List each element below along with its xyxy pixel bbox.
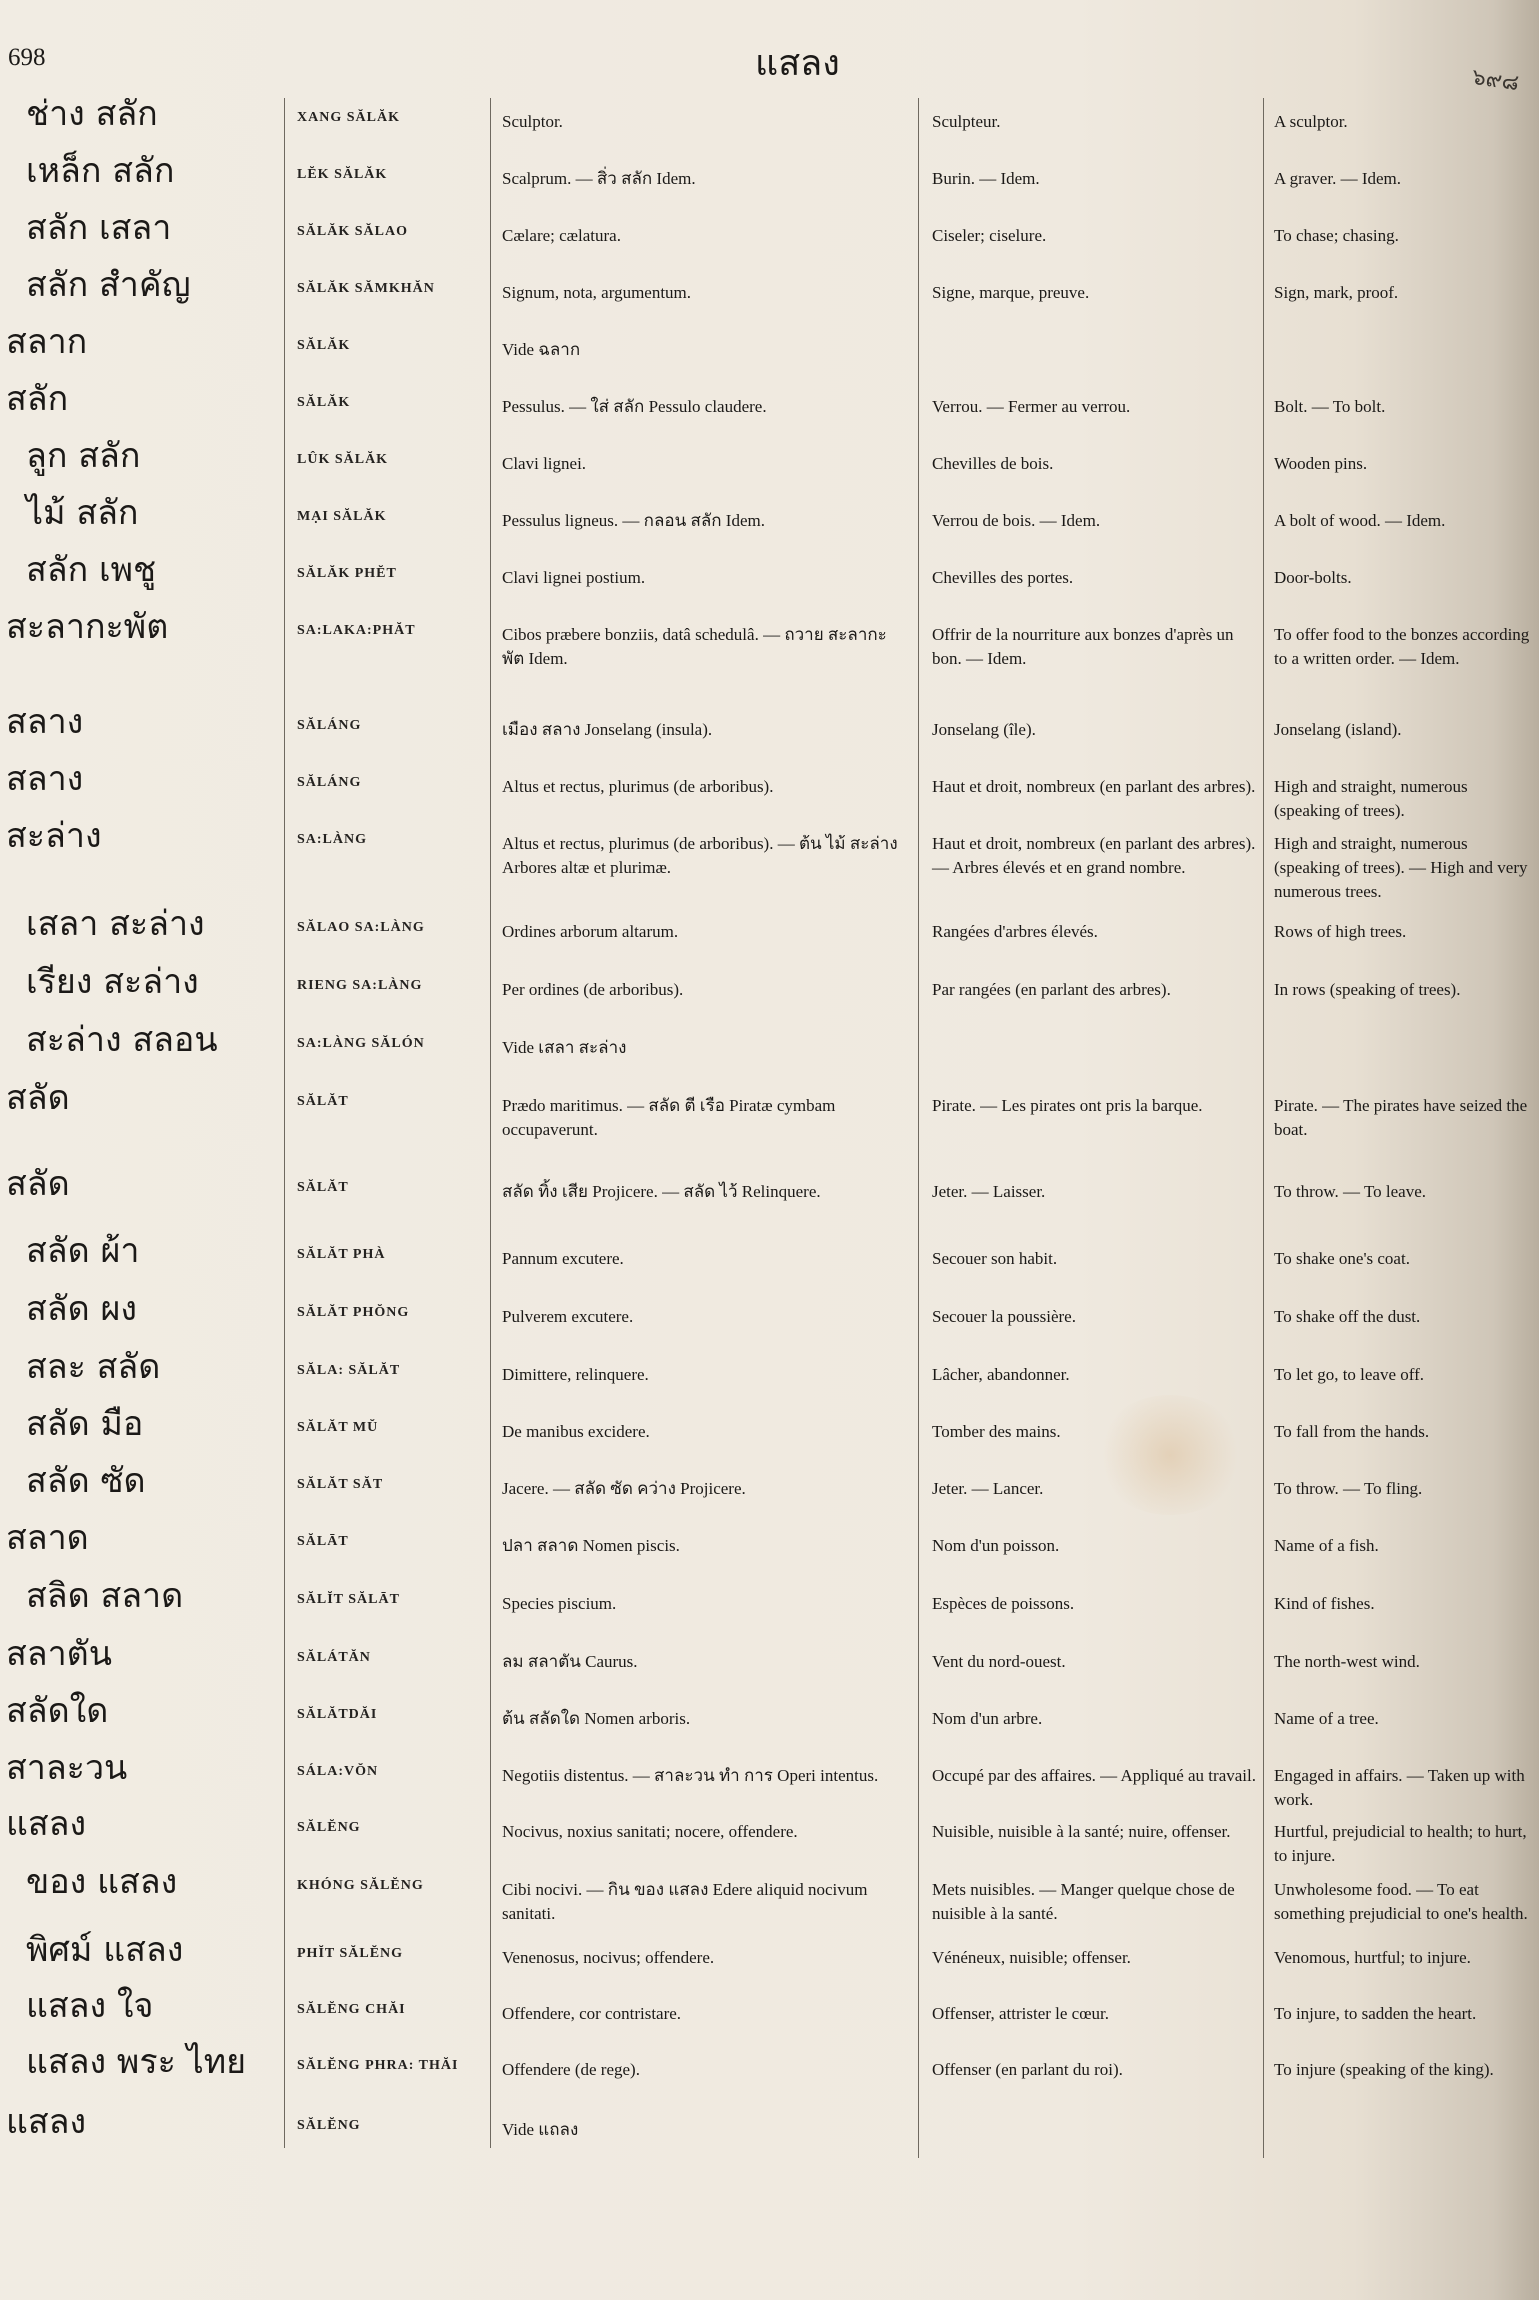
english-definition: A bolt of wood. — Idem. — [1274, 511, 1446, 530]
transliteration: SĂLĂT — [297, 1180, 349, 1195]
latin-definition: Clavi lignei. — [502, 454, 587, 473]
latin-definition: Cibos præbere bonziis, datâ schedulâ. — ถวาย สะลากะพัต Idem. — [502, 625, 887, 668]
latin-definition: Negotiis distentus. — สาละวน ทำ การ Operi intentus. — [502, 1766, 879, 1785]
latin-definition: Vide ฉลาก — [502, 340, 581, 359]
latin-definition: Offendere, cor contristare. — [502, 2004, 682, 2023]
thai-headword: สละ สลัด — [26, 1347, 161, 1387]
thai-headword: สลัด — [6, 1164, 70, 1204]
transliteration: PHĬT SĂLĔNG — [297, 1946, 404, 1961]
thai-headword: แสลง ใจ — [26, 1986, 154, 2026]
thai-headword: สลัด มือ — [26, 1404, 144, 1444]
french-definition: Verrou de bois. — Idem. — [932, 511, 1101, 530]
thai-headword: สลัก เสลา — [26, 208, 172, 248]
latin-definition: ปลา สลาด Nomen piscis. — [502, 1536, 680, 1555]
thai-headword: สลัด — [6, 1078, 70, 1118]
thai-headword: สาละวน — [6, 1748, 128, 1788]
thai-headword: สลาด — [6, 1518, 89, 1558]
thai-headword: สลาง — [6, 702, 84, 742]
english-definition: To chase; chasing. — [1274, 226, 1399, 245]
transliteration: SA:LAKA:PHĂT — [297, 623, 416, 638]
english-definition: To throw. — To fling. — [1274, 1479, 1423, 1498]
english-definition: To shake one's coat. — [1274, 1249, 1410, 1268]
english-definition: In rows (speaking of trees). — [1274, 980, 1461, 999]
latin-definition: Cibi nocivi. — กิน ของ แสลง Edere aliquid nocivum sanitati. — [502, 1880, 868, 1923]
english-definition: To offer food to the bonzes according to a written order. — Idem. — [1274, 625, 1530, 668]
french-definition: Vent du nord-ouest. — [932, 1652, 1066, 1671]
thai-headword: แสลง — [6, 1804, 87, 1844]
latin-definition: Per ordines (de arboribus). — [502, 980, 684, 999]
latin-definition: เมือง สลาง Jonselang (insula). — [502, 720, 713, 739]
column-divider-4 — [1263, 98, 1264, 2158]
transliteration: SĂLĂTDĂI — [297, 1707, 378, 1722]
french-definition: Secouer la poussière. — [932, 1307, 1076, 1326]
latin-definition: Jacere. — สลัด ซัด คว่าง Projicere. — [502, 1479, 746, 1498]
transliteration: SA:LÀNG SĂLÓN — [297, 1036, 425, 1051]
latin-definition: Prædo maritimus. — สลัด ตี เรือ Piratæ cymbam occupaverunt. — [502, 1096, 836, 1139]
french-definition: Jonselang (île). — [932, 720, 1036, 739]
thai-headword: เสลา สะล่าง — [26, 904, 205, 944]
transliteration: SĂLĂT — [297, 1094, 349, 1109]
transliteration: KHÓNG SĂLĔNG — [297, 1878, 424, 1893]
thai-headword: สลัด ผ้า — [26, 1231, 140, 1271]
transliteration: LĔK SĂLĂK — [297, 167, 388, 182]
french-definition: Jeter. — Lancer. — [932, 1479, 1044, 1498]
latin-definition: Altus et rectus, plurimus (de arboribus). — ต้น ไม้ สะล่าง Arbores altæ et plurimæ. — [502, 834, 898, 877]
latin-definition: Pessulus ligneus. — กลอน สลัก Idem. — [502, 511, 765, 530]
transliteration: MẠI SĂLĂK — [297, 509, 387, 524]
thai-headword: เรียง สะล่าง — [26, 962, 199, 1002]
running-head: แสลง — [755, 43, 840, 84]
english-definition: A sculptor. — [1274, 112, 1348, 131]
english-definition: Bolt. — To bolt. — [1274, 397, 1386, 416]
english-definition: High and straight, numerous (speaking of trees). — High and very numerous trees. — [1274, 834, 1528, 901]
latin-definition: Pannum excutere. — [502, 1249, 624, 1268]
english-definition: The north-west wind. — [1274, 1652, 1420, 1671]
french-definition: Lâcher, abandonner. — [932, 1365, 1070, 1384]
english-definition: High and straight, numerous (speaking of trees). — [1274, 777, 1468, 820]
thai-headword: สลิด สลาด — [26, 1576, 184, 1616]
french-definition: Mets nuisibles. — Manger quelque chose de nuisible à la santé. — [932, 1880, 1235, 1923]
page-number: 698 — [8, 44, 46, 71]
french-definition: Verrou. — Fermer au verrou. — [932, 397, 1131, 416]
french-definition: Rangées d'arbres élevés. — [932, 922, 1098, 941]
latin-definition: Scalprum. — สิ่ว สลัก Idem. — [502, 169, 696, 188]
transliteration: SĂLAO SA:LÀNG — [297, 920, 425, 935]
french-definition: Espèces de poissons. — [932, 1594, 1075, 1613]
french-definition: Nuisible, nuisible à la santé; nuire, offenser. — [932, 1822, 1231, 1841]
latin-definition: Offendere (de rege). — [502, 2060, 640, 2079]
english-definition: Rows of high trees. — [1274, 922, 1407, 941]
transliteration: SĂLĂT SĂT — [297, 1477, 384, 1492]
transliteration: SĂLĔNG PHRA: THĂI — [297, 2058, 459, 2073]
latin-definition: Venenosus, nocivus; offendere. — [502, 1948, 715, 1967]
english-definition: Name of a fish. — [1274, 1536, 1379, 1555]
english-definition: Wooden pins. — [1274, 454, 1368, 473]
column-divider-1 — [284, 98, 285, 2148]
latin-definition: ต้น สลัดใด Nomen arboris. — [502, 1709, 691, 1728]
latin-definition: Vide เสลา สะล่าง — [502, 1038, 627, 1057]
transliteration: SĂLĂT MŬ — [297, 1420, 379, 1435]
thai-headword: สลัด ซัด — [26, 1461, 146, 1501]
thai-headword: สะล่าง — [6, 816, 102, 856]
latin-definition: Vide แถลง — [502, 2120, 579, 2139]
transliteration: RIENG SA:LÀNG — [297, 978, 423, 993]
latin-definition: Altus et rectus, plurimus (de arboribus). — [502, 777, 774, 796]
thai-headword: เหล็ก สลัก — [26, 151, 175, 191]
thai-headword: สลัดใด — [6, 1691, 109, 1731]
latin-definition: Clavi lignei postium. — [502, 568, 646, 587]
thai-headword: สลาง — [6, 759, 84, 799]
latin-definition: Sculptor. — [502, 112, 563, 131]
french-definition: Offenser (en parlant du roi). — [932, 2060, 1123, 2079]
thai-headword: ไม้ สลัก — [26, 493, 139, 533]
corner-page-mark: ๖๙๘ — [1470, 64, 1521, 97]
french-definition: Signe, marque, preuve. — [932, 283, 1090, 302]
french-definition: Occupé par des affaires. — Appliqué au travail. — [932, 1766, 1256, 1785]
transliteration: SĂLĂK — [297, 395, 351, 410]
english-definition: To fall from the hands. — [1274, 1422, 1430, 1441]
transliteration: SĂLĔNG — [297, 2118, 361, 2133]
french-definition: Haut et droit, nombreux (en parlant des arbres). — Arbres élevés et en grand nombre. — [932, 834, 1256, 877]
french-definition: Vénéneux, nuisible; offenser. — [932, 1948, 1131, 1967]
transliteration: SA:LÀNG — [297, 832, 368, 847]
transliteration: SĂLĂK SĂMKHĂN — [297, 281, 435, 296]
latin-definition: Nocivus, noxius sanitati; nocere, offendere. — [502, 1822, 798, 1841]
french-definition: Ciseler; ciselure. — [932, 226, 1047, 245]
latin-definition: Ordines arborum altarum. — [502, 922, 679, 941]
english-definition: To shake off the dust. — [1274, 1307, 1421, 1326]
thai-headword: สลัก เพชู — [26, 550, 157, 590]
transliteration: SĂLĔNG — [297, 1820, 361, 1835]
english-definition: To injure, to sadden the heart. — [1274, 2004, 1477, 2023]
transliteration: SĂLĂT PHŎNG — [297, 1305, 410, 1320]
latin-definition: De manibus excidere. — [502, 1422, 650, 1441]
french-definition: Offrir de la nourriture aux bonzes d'après un bon. — Idem. — [932, 625, 1234, 668]
thai-headword: สลาก — [6, 322, 88, 362]
english-definition: To let go, to leave off. — [1274, 1365, 1425, 1384]
transliteration: SĂLĂT PHÀ — [297, 1247, 386, 1262]
latin-definition: Pulverem excutere. — [502, 1307, 634, 1326]
french-definition: Sculpteur. — [932, 112, 1001, 131]
transliteration: SĂLĔNG CHĂI — [297, 2002, 406, 2017]
french-definition: Secouer son habit. — [932, 1249, 1058, 1268]
transliteration: SĂLĂK — [297, 338, 351, 353]
french-definition: Par rangées (en parlant des arbres). — [932, 980, 1171, 999]
transliteration: XANG SĂLĂK — [297, 110, 400, 125]
latin-definition: Signum, nota, argumentum. — [502, 283, 692, 302]
latin-definition: Species piscium. — [502, 1594, 617, 1613]
thai-headword: พิศม์ แสลง — [26, 1930, 184, 1970]
thai-headword: ช่าง สลัก — [26, 94, 158, 134]
french-definition: Haut et droit, nombreux (en parlant des arbres). — [932, 777, 1256, 796]
french-definition: Nom d'un arbre. — [932, 1709, 1043, 1728]
english-definition: Venomous, hurtful; to injure. — [1274, 1948, 1471, 1967]
latin-definition: ลม สลาตัน Caurus. — [502, 1652, 638, 1671]
transliteration: LÛK SĂLĂK — [297, 452, 389, 467]
transliteration: SĂLÁNG — [297, 718, 362, 733]
transliteration: SÁLA:VŎN — [297, 1764, 379, 1779]
transliteration: SĂLÁNG — [297, 775, 362, 790]
english-definition: To throw. — To leave. — [1274, 1182, 1427, 1201]
transliteration: SĂLĀT — [297, 1534, 349, 1549]
english-definition: Engaged in affairs. — Taken up with work. — [1274, 1766, 1525, 1809]
french-definition: Nom d'un poisson. — [932, 1536, 1060, 1555]
column-divider-2 — [490, 98, 491, 2148]
french-definition: Burin. — Idem. — [932, 169, 1040, 188]
latin-definition: Cælare; cælatura. — [502, 226, 621, 245]
thai-headword: สลาตัน — [6, 1634, 113, 1674]
english-definition: Hurtful, prejudicial to health; to hurt, to injure. — [1274, 1822, 1527, 1865]
thai-headword: สลัด ผง — [26, 1289, 137, 1329]
thai-headword: สลัก สำคัญ — [26, 265, 191, 305]
french-definition: Tomber des mains. — [932, 1422, 1061, 1441]
french-definition: Chevilles de bois. — [932, 454, 1054, 473]
french-definition: Chevilles des portes. — [932, 568, 1074, 587]
thai-headword: สะล่าง สลอน — [26, 1020, 218, 1060]
column-divider-3 — [918, 98, 919, 2158]
thai-headword: แสลง — [6, 2102, 87, 2142]
latin-definition: Dimittere, relinquere. — [502, 1365, 649, 1384]
transliteration: SĂLA: SĂLĂT — [297, 1363, 401, 1378]
transliteration: SĂLĬT SĂLĀT — [297, 1592, 400, 1607]
thai-headword: ของ แสลง — [26, 1862, 178, 1902]
thai-headword: สะลากะพัต — [6, 607, 169, 647]
english-definition: Unwholesome food. — To eat something prejudicial to one's health. — [1274, 1880, 1528, 1923]
english-definition: Sign, mark, proof. — [1274, 283, 1399, 302]
english-definition: Jonselang (island). — [1274, 720, 1402, 739]
transliteration: SĂLĂK SĂLAO — [297, 224, 408, 239]
transliteration: SĂLÁTĂN — [297, 1650, 371, 1665]
thai-headword: ลูก สลัก — [26, 436, 141, 476]
french-definition: Pirate. — Les pirates ont pris la barque. — [932, 1096, 1203, 1115]
english-definition: Name of a tree. — [1274, 1709, 1379, 1728]
english-definition: Pirate. — The pirates have seized the boat. — [1274, 1096, 1528, 1139]
thai-headword: แสลง พระ ไทย — [26, 2042, 247, 2082]
latin-definition: สลัด ทิ้ง เสีย Projicere. — สลัด ไว้ Relinquere. — [502, 1182, 821, 1201]
english-definition: A graver. — Idem. — [1274, 169, 1401, 188]
english-definition: Door-bolts. — [1274, 568, 1352, 587]
english-definition: Kind of fishes. — [1274, 1594, 1375, 1613]
french-definition: Offenser, attrister le cœur. — [932, 2004, 1109, 2023]
transliteration: SĂLĂK PHĔT — [297, 566, 397, 581]
thai-headword: สลัก — [6, 379, 69, 419]
english-definition: To injure (speaking of the king). — [1274, 2060, 1494, 2079]
latin-definition: Pessulus. — ใส่ สลัก Pessulo claudere. — [502, 397, 767, 416]
french-definition: Jeter. — Laisser. — [932, 1182, 1046, 1201]
